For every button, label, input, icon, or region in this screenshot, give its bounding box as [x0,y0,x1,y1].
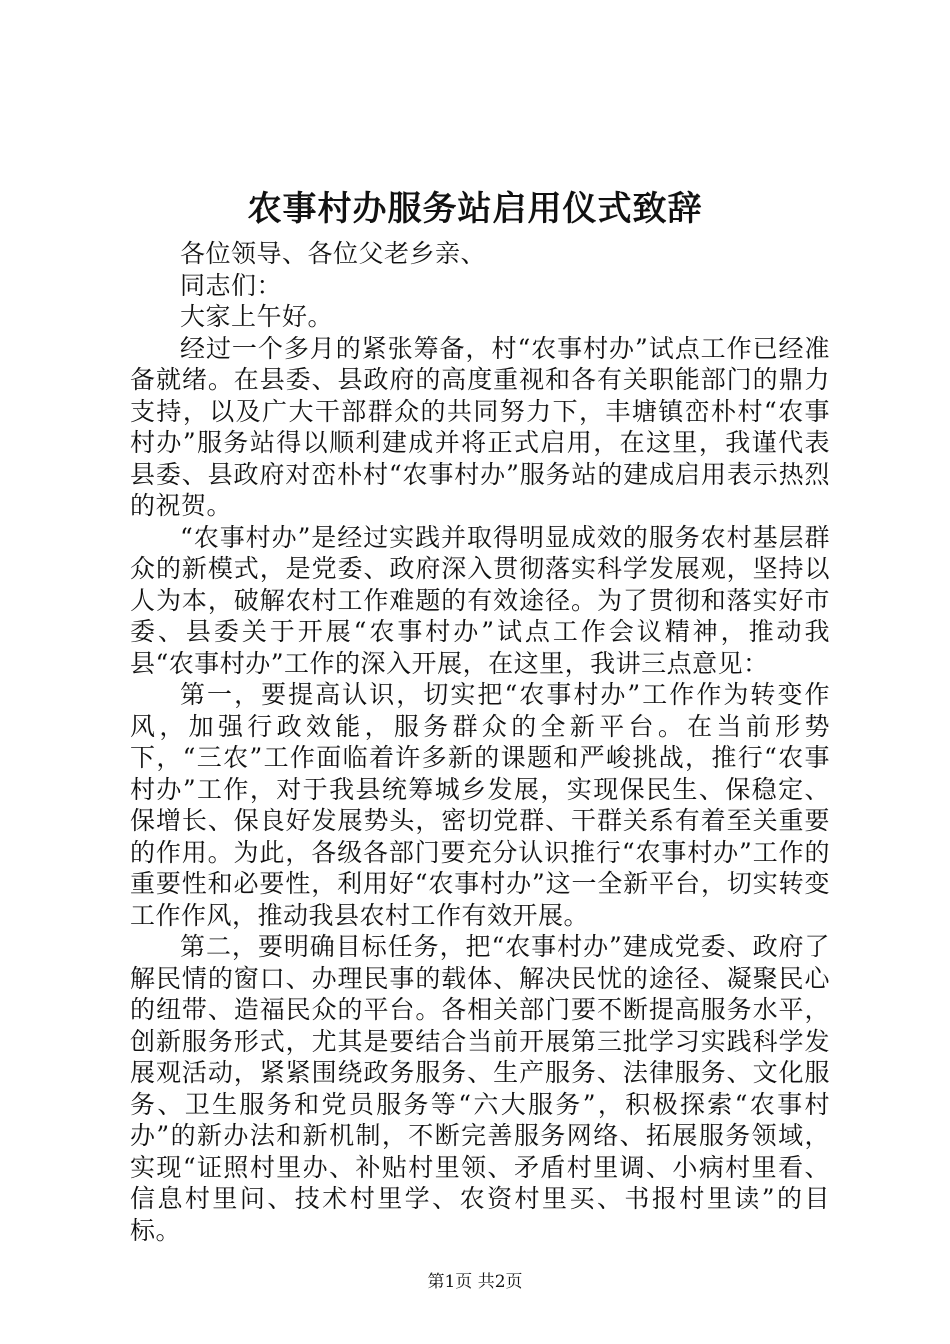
document-title: 农事村办服务站启用仪式致辞 [247,189,703,229]
paragraph-point-one: 第一，要提高认识，切实把“农事村办”工作作为转变作风，加强行政效能，服务群众的全新平台。在当前形势下，“三农”工作面临着许多新的课题和严峻挑战，推行“农事村办”工作，对于我县统筹城乡发展，实现保民生、保稳定、保增长、保良好发展势头，密切党群、干群关系有着至关重要的作用。为此，各级各部门要充分认识推行“农事村办”工作的重要性和必要性，利用好“农事村办”这一全新平台，切实转变工作作风，推动我县农村工作有效开展。 [130,680,830,930]
salutation-line-2: 同志们： [180,270,283,300]
paragraph-point-two: 第二，要明确目标任务，把“农事村办”建成党委、政府了解民情的窗口、办理民事的载体、解决民忧的途径、凝聚民心的纽带、造福民众的平台。各相关部门要不断提高服务水平，创新服务形式，尤其是要结合当前开展第三批学习实践科学发展观活动，紧紧围绕政务服务、生产服务、法律服务、文化服务、卫生服务和党员服务等“六大服务”，积极探索“农事村办”的新办法和新机制，不断完善服务网络、拓展服务领域，实现“证照村里办、补贴村里领、矛盾村里调、小病村里看、信息村里问、技术村里学、农资村里买、书报村里读”的目标。 [130,932,830,1245]
paragraph-model: “农事村办”是经过实践并取得明显成效的服务农村基层群众的新模式，是党委、政府深入贯彻落实科学发展观，坚持以人为本，破解农村工作难题的有效途径。为了贯彻和落实好市委、县委关于开展“农事村办”试点工作会议精神，推动我县“农事村办”工作的深入开展，在这里，我讲三点意见： [130,522,830,678]
greeting: 大家上午好。 [180,302,334,331]
document-body [130,238,830,1246]
page-indicator: 第1页 共2页 [427,1272,523,1292]
paragraph-intro: 经过一个多月的紧张筹备，村“农事村办”试点工作已经准备就绪。在县委、县政府的高度重视和各有关职能部门的鼎力支持，以及广大干部群众的共同努力下，丰塘镇峦朴村“农事村办”服务站得以顺利建成并将正式启用，在这里，我谨代表县委、县政府对峦朴村“农事村办”服务站的建成启用表示热烈的祝贺。 [130,333,830,520]
salutation-line-1: 各位领导、各位父老乡亲、 [180,239,487,268]
